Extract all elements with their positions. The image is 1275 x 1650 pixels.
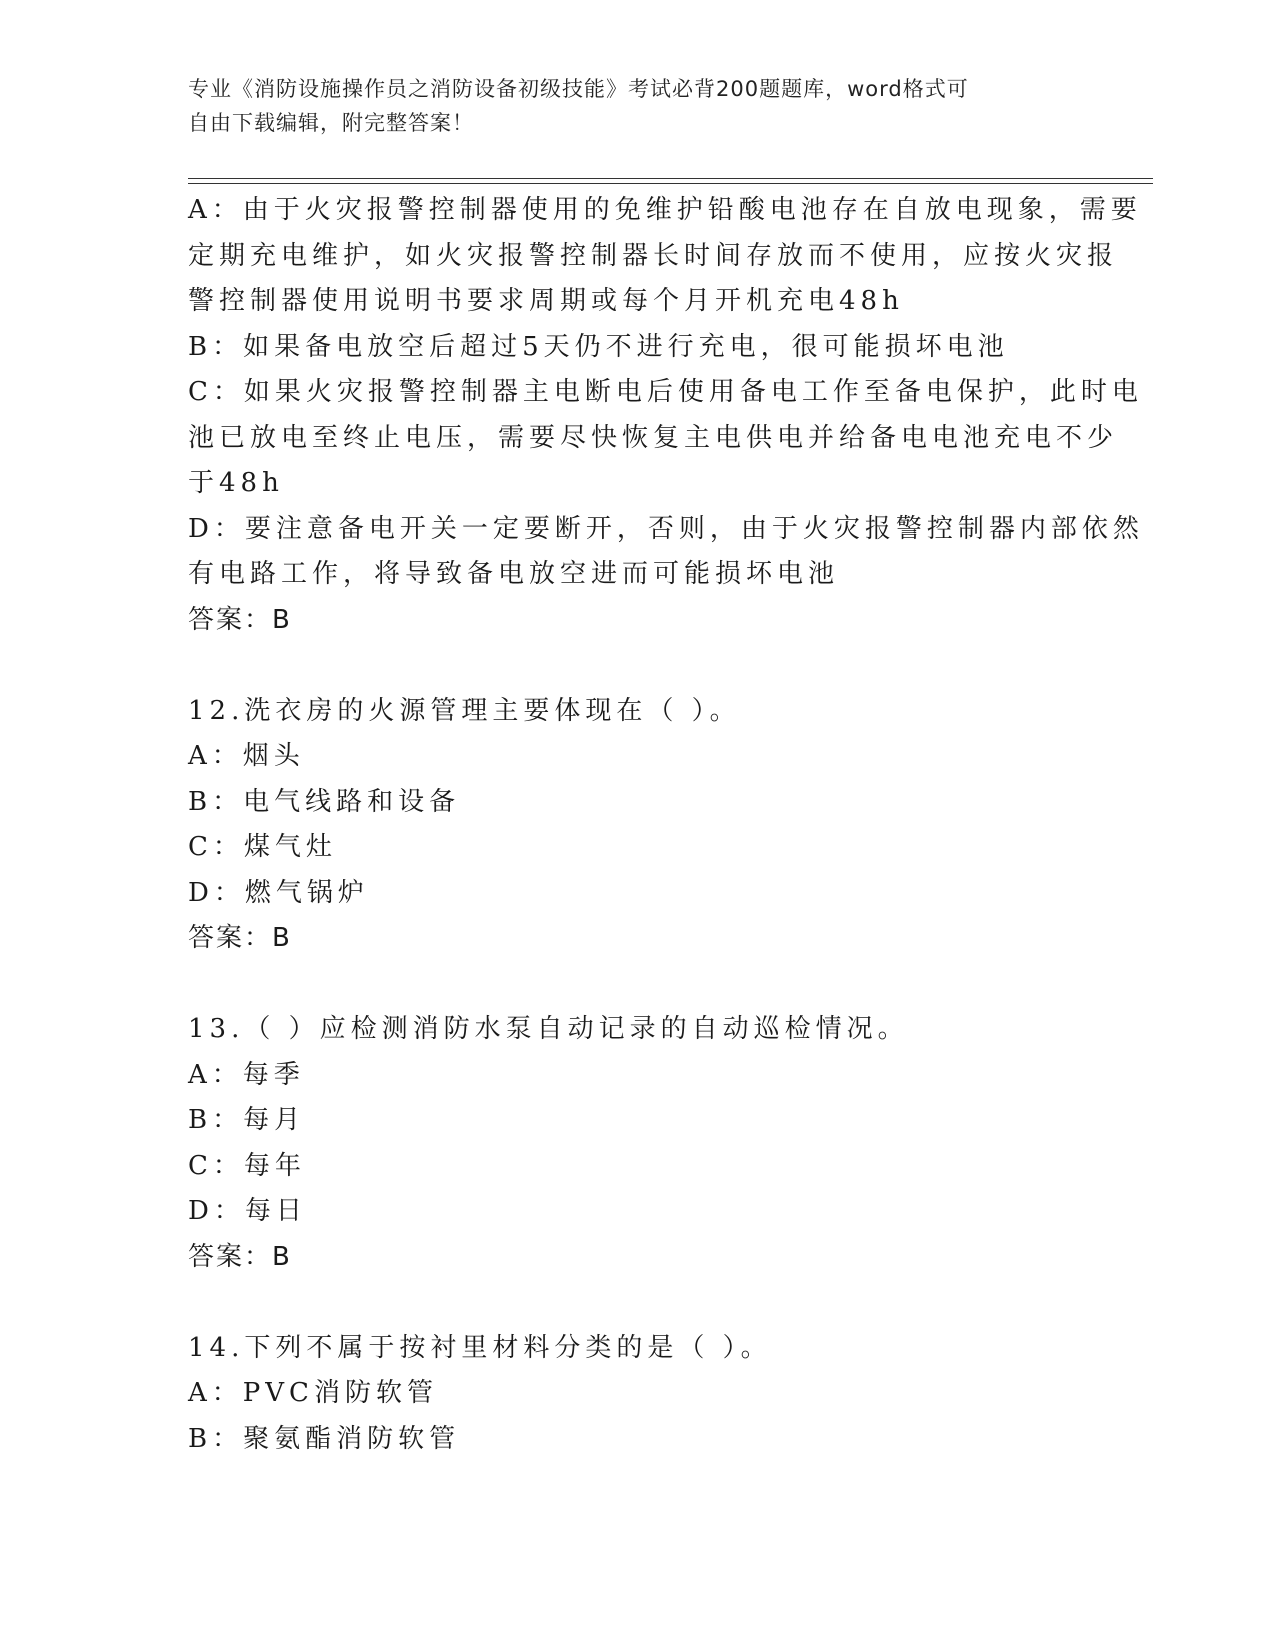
q12-option-c: C：煤气灶 bbox=[188, 832, 337, 862]
spacer bbox=[188, 643, 1088, 689]
q11-option-a-line-2: 定期充电维护，如火灾报警控制器长时间存放而不使用，应按火灾报 bbox=[188, 240, 1119, 271]
spacer bbox=[188, 962, 1088, 1008]
q11-answer: 答案：B bbox=[188, 604, 292, 635]
q13-option-a: A：每季 bbox=[188, 1059, 305, 1090]
header-line-2: 自由下载编辑，附完整答案！ bbox=[188, 111, 474, 135]
q11-option-a-line-3: 警控制器使用说明书要求周期或每个月开机充电48h bbox=[188, 286, 904, 316]
q11-option-d-line-1: D：要注意备电开关一定要断开，否则，由于火灾报警控制器内部依然 bbox=[188, 513, 1144, 544]
q13-question: 13.（ ）应检测消防水泵自动记录的自动巡检情况。 bbox=[188, 1014, 909, 1044]
q12-option-a: A：烟头 bbox=[188, 741, 305, 771]
q13-option-d: D：每日 bbox=[188, 1196, 307, 1226]
q14-option-b: B：聚氨酯消防软管 bbox=[188, 1423, 461, 1454]
question-content bbox=[188, 188, 1144, 1462]
q11-option-c-line-1: C：如果火灾报警控制器主电断电后使用备电工作至备电保护，此时电 bbox=[188, 377, 1143, 407]
q13-option-c: C：每年 bbox=[188, 1150, 306, 1181]
q12-option-d: D：燃气锅炉 bbox=[188, 877, 369, 908]
document-header bbox=[188, 72, 1088, 140]
q13-option-b: B：每月 bbox=[188, 1105, 306, 1135]
q14-question: 14.下列不属于按衬里材料分类的是（ ）。 bbox=[188, 1332, 772, 1363]
question-12-block bbox=[188, 689, 1088, 962]
question-14-block bbox=[188, 1326, 1088, 1463]
header-line-1: 专业《消防设施操作员之消防设备初级技能》考试必背200题题库，word格式可 bbox=[188, 77, 969, 101]
q13-answer: 答案：B bbox=[188, 1241, 292, 1272]
q11-option-c-line-3: 于48h bbox=[188, 468, 284, 498]
q12-question: 12.洗衣房的火源管理主要体现在（ ）。 bbox=[188, 695, 741, 726]
q11-option-b: B：如果备电放空后超过5天仍不进行充电，很可能损坏电池 bbox=[188, 331, 1009, 362]
q14-option-a: A：PVC消防软管 bbox=[188, 1378, 438, 1408]
question-11-block bbox=[188, 188, 1144, 643]
q11-option-c-line-2: 池已放电至终止电压，需要尽快恢复主电供电并给备电电池充电不少 bbox=[188, 422, 1119, 453]
spacer bbox=[188, 1280, 1088, 1326]
q12-option-b: B：电气线路和设备 bbox=[188, 786, 461, 817]
header-divider bbox=[188, 178, 1153, 184]
question-13-block bbox=[188, 1007, 1088, 1280]
q11-option-d-line-2: 有电路工作，将导致备电放空进而可能损坏电池 bbox=[188, 559, 840, 589]
q12-answer: 答案：B bbox=[188, 923, 292, 953]
q11-option-a-line-1: A：由于火灾报警控制器使用的免维护铅酸电池存在自放电现象，需要 bbox=[188, 195, 1142, 225]
